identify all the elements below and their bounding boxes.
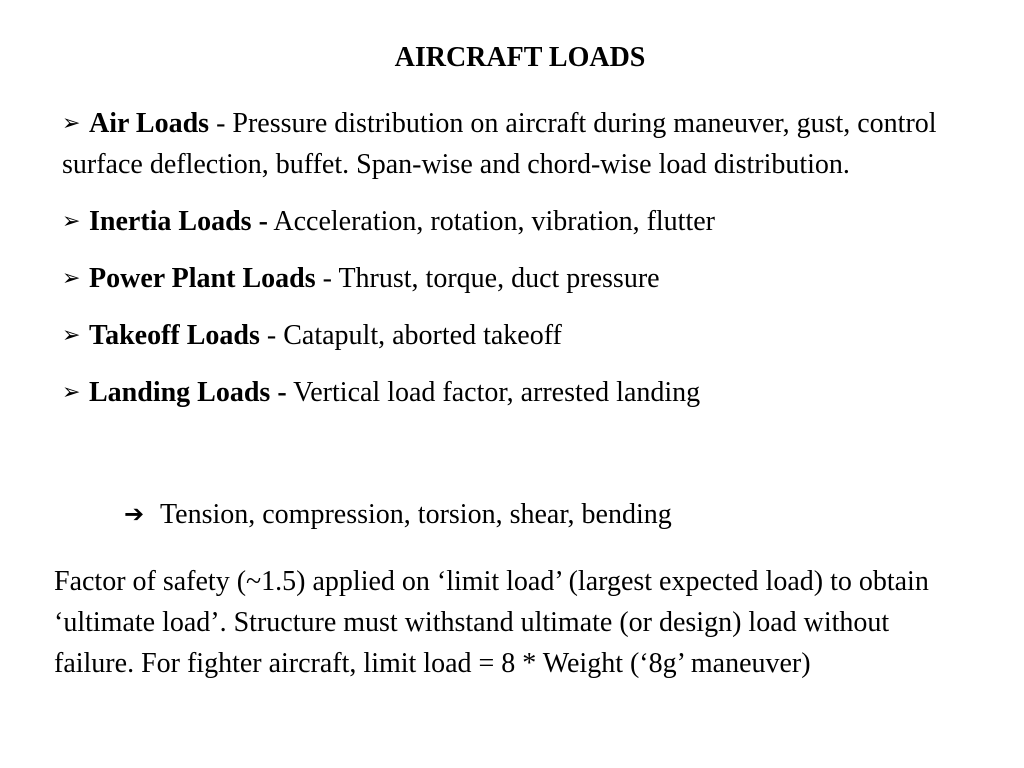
bullet-description: Pressure distribution on aircraft during maneuver, gust, control surface deflection, buffet. Span-wise and chord-wise load distribution. (62, 108, 937, 180)
resulting-stresses-line (124, 494, 672, 535)
bullet-takeoff-loads (62, 315, 962, 356)
bullet-description: Vertical load factor, arrested landing (293, 377, 701, 408)
bullet-term: Inertia Loads - (89, 206, 268, 237)
bullet-separator: - (259, 320, 284, 351)
bullet-separator: - (315, 263, 339, 294)
bullet-description: Thrust, torque, duct pressure (338, 263, 660, 294)
bullet-term: Air Loads (89, 108, 210, 139)
load-type-list (62, 103, 962, 429)
bullet-power-plant-loads (62, 258, 962, 299)
bullet-term: Landing Loads - (89, 377, 287, 408)
resulting-stresses-text: Tension, compression, torsion, shear, bending (160, 499, 672, 530)
bullet-inertia-loads (62, 201, 962, 242)
bullet-description: Catapult, aborted takeoff (283, 320, 562, 351)
bullet-separator: - (209, 108, 233, 139)
arrowhead-bullet-icon: ➢ (62, 266, 81, 291)
bullet-term: Power Plant Loads (89, 263, 316, 294)
arrowhead-bullet-icon: ➢ (62, 111, 81, 136)
factor-of-safety-paragraph: Factor of safety (~1.5) applied on ‘limit load’ (largest expected load) to obtain ‘ultimate load’. Structure must withstand ultimate (or design) load without failure. For fighter aircraft, limit load = 8 * Weight (‘8g’ maneuver) (54, 566, 929, 679)
bullet-description: Acceleration, rotation, vibration, flutter (273, 206, 715, 237)
arrowhead-bullet-icon: ➢ (62, 323, 81, 348)
bullet-air-loads (62, 103, 962, 185)
bullet-landing-loads (62, 372, 962, 413)
bullet-term: Takeoff Loads (89, 320, 260, 351)
arrowhead-bullet-icon: ➢ (62, 209, 81, 234)
arrowhead-bullet-icon: ➢ (62, 380, 81, 405)
slide-title: AIRCRAFT LOADS (394, 42, 646, 73)
right-arrow-icon: ➔ (124, 500, 145, 528)
